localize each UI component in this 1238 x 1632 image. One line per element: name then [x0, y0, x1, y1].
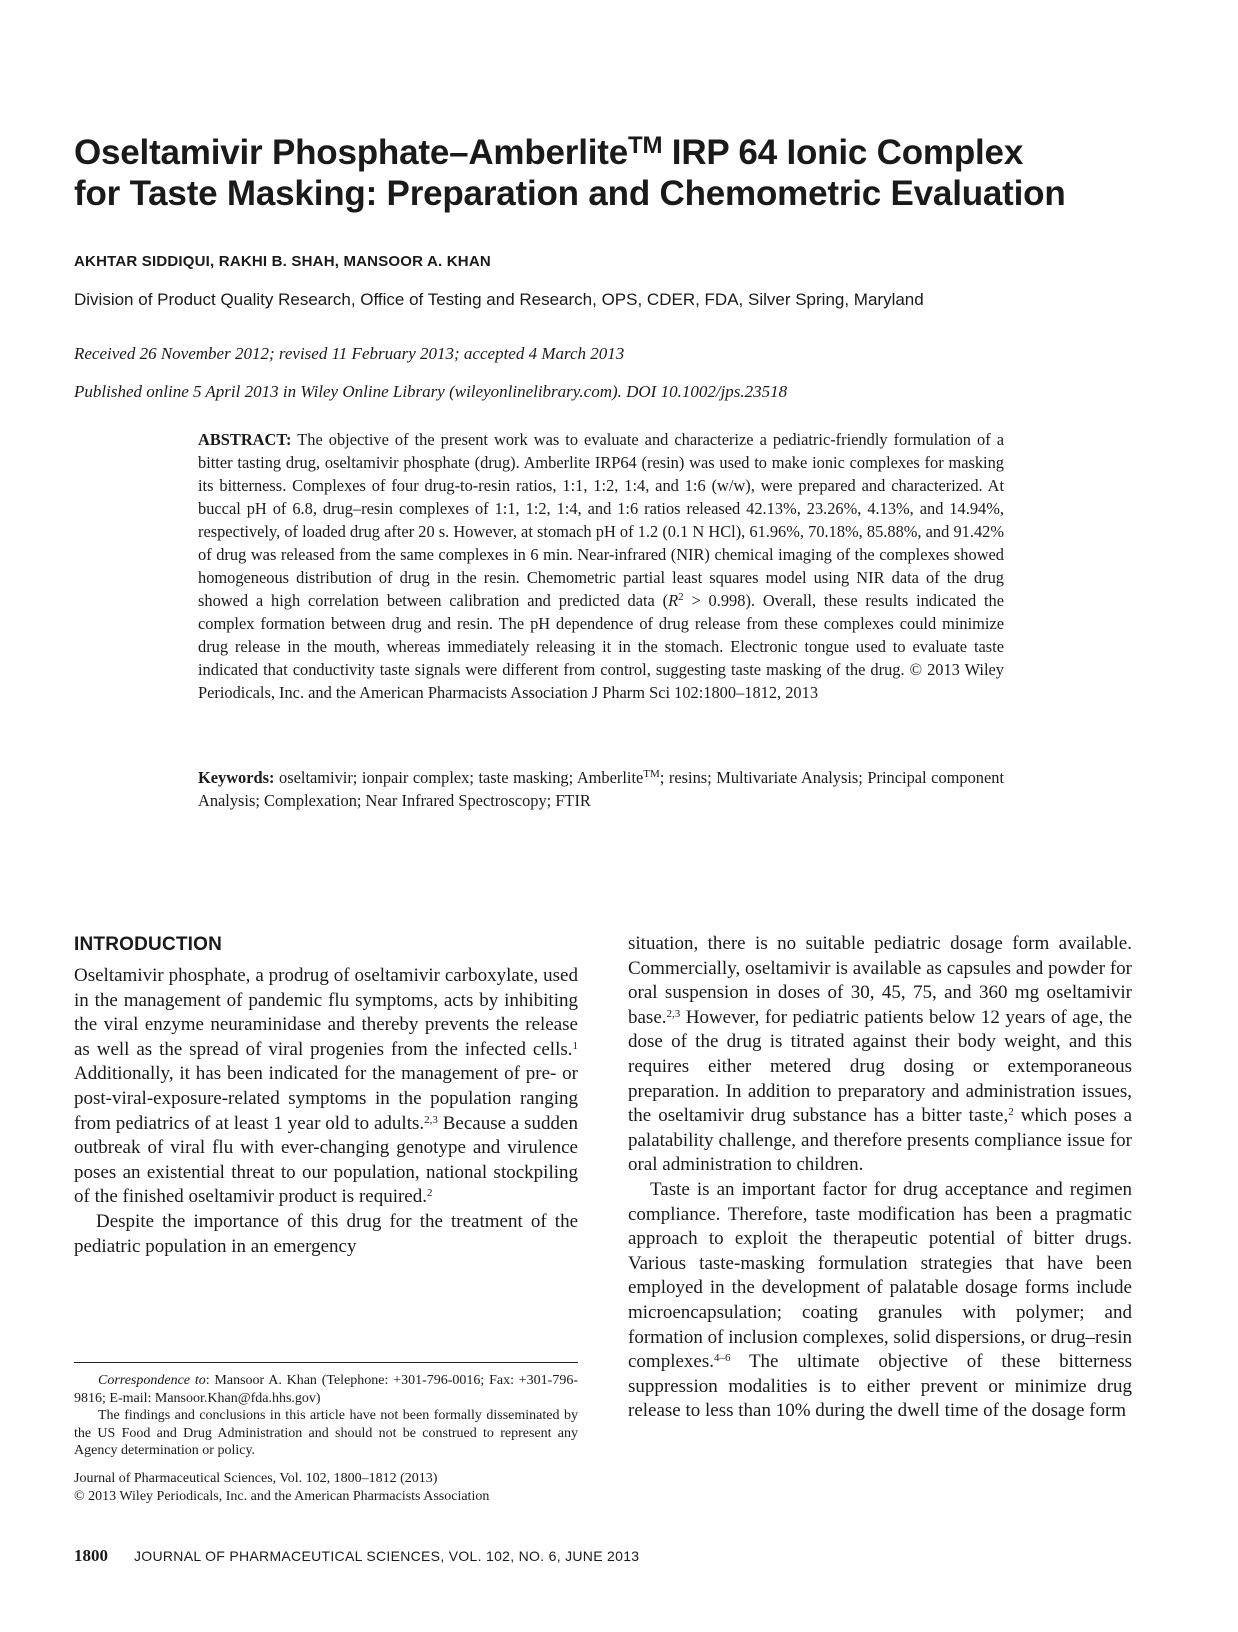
intro-paragraph-1	[74, 964, 578, 1210]
keywords-label: Keywords:	[198, 768, 275, 787]
abstract-label: ABSTRACT:	[198, 430, 292, 449]
disclaimer-note: The findings and conclusions in this article have not been formally disseminated by the US Food and Drug Administration and should not be construed to represent any Agency determination or policy.	[74, 1408, 578, 1459]
citation: 1	[572, 1039, 578, 1052]
citation: 2,3	[666, 1007, 681, 1020]
article-title	[74, 132, 1154, 214]
journal-line: Journal of Pharmaceutical Sciences, Vol. 102, 1800–1812 (2013)	[74, 1470, 438, 1486]
citation: 4–6	[714, 1352, 731, 1365]
publication-info: Published online 5 April 2013 in Wiley Online Library (wileyonlinelibrary.com). DOI 10.1002/jps.23518	[74, 382, 788, 401]
page-number: 1800	[74, 1546, 108, 1565]
footnote-rule	[74, 1362, 578, 1363]
intro-paragraph-2: Despite the importance of this drug for the treatment of the pediatric population in an emergency	[74, 1210, 578, 1257]
intro-r1-text-c: which poses a palatability challenge, and therefore presents compliance issue for oral administration to children.	[628, 1105, 1132, 1176]
journal-citation	[74, 1470, 578, 1505]
intro-paragraph-4	[628, 1178, 1132, 1424]
intro-p1-text-c: Because a sudden outbreak of viral flu with ever-changing genotype and virulence poses an existential threat to our population, national stockpiling of the finished oseltamivir product is required.	[74, 1112, 578, 1208]
r-exponent: 2	[678, 591, 684, 603]
title-tm-mark: TM	[628, 132, 663, 159]
footnotes	[74, 1372, 578, 1505]
affiliation: Division of Product Quality Research, Office of Testing and Research, OPS, CDER, FDA, Silver Spring, Maryland	[74, 290, 924, 309]
intro-r1-text-a: situation, there is no suitable pediatric dosage form available. Commercially, oseltamivir is available as capsules and powder for oral suspension in doses of 30, 45, 75, and 360 mg oseltamivir base.	[628, 933, 1132, 1028]
journal-running-footer: JOURNAL OF PHARMACEUTICAL SCIENCES, VOL. 102, NO. 6, JUNE 2013	[134, 1548, 640, 1564]
intro-r2-text-a: Taste is an important factor for drug acceptance and regimen compliance. Therefore, taste modification has been a pragmatic approach to exploit the therapeutic potential of bitter drugs. Various taste-masking formulation strategies that have been employed in the development of palatable dosage forms include microencapsulation; coating granules with polymer; and formation of inclusion complexes, solid dispersions, or drug–resin complexes.	[628, 1178, 1132, 1373]
introduction-heading: INTRODUCTION	[74, 934, 223, 955]
copyright-line: © 2013 Wiley Periodicals, Inc. and the American Pharmacists Association	[74, 1488, 490, 1504]
correspondence-label: Correspondence to	[98, 1373, 206, 1388]
abstract-text-1: The objective of the present work was to evaluate and characterize a pediatric-friendly formulation of a bitter tasting drug, oseltamivir phosphate (drug). Amberlite IRP64 (resin) was used to make ionic complexes for masking its bitterness. Complexes of four drug-to-resin ratios, 1:1, 1:2, 1:4, and 1:6 (w/w), were prepared and characterized. At buccal pH of 6.8, drug–resin complexes of 1:1, 1:2, 1:4, and 1:6 ratios released 42.13%, 23.26%, 4.13%, and 14.94%, respectively, of loaded drug after 20 s. However, at stomach pH of 1.2 (0.1 N HCl), 61.96%, 70.18%, 85.88%, and 91.42% of drug was released from the same complexes in 6 min. Near-infrared (NIR) chemical imaging of the complexes showed homogeneous distribution of drug in the resin. Chemometric partial least squares model using NIR data of the drug showed a high correlation between calibration and predicted data (	[198, 430, 1004, 610]
citation: 2	[427, 1187, 433, 1200]
keywords-text-1: oseltamivir; ionpair complex; taste masking; Amberlite	[274, 768, 644, 787]
keywords	[198, 766, 1004, 812]
intro-r2-text-b: The ultimate objective of these bitterness suppression modalities is to either prevent or minimize drug release to less than 10% during the dwell time of the dosage form	[628, 1351, 1132, 1422]
left-column	[74, 934, 578, 1259]
intro-paragraph-3	[628, 932, 1132, 1178]
page-footer	[74, 1546, 639, 1566]
right-column	[628, 932, 1132, 1424]
author-list: AKHTAR SIDDIQUI, RAKHI B. SHAH, MANSOOR A. KHAN	[74, 253, 491, 270]
title-part1: Oseltamivir Phosphate–Amberlite	[74, 133, 628, 172]
abstract-text-2: > 0.998). Overall, these results indicated the complex formation between drug and resin. The pH dependence of drug release from these complexes could minimize drug release in the mouth, whereas immediately releasing it in the stomach. Electronic tongue used to evaluate taste indicated that conductivity taste signals were different from control, suggesting taste masking of the drug. © 2013 Wiley Periodicals, Inc. and the American Pharmacists Association J Pharm Sci 102:1800–1812, 2013	[198, 591, 1004, 702]
title-line2: for Taste Masking: Preparation and Chemometric Evaluation	[74, 174, 1066, 213]
correspondence-text: : Mansoor A. Khan (Telephone: +301-796-0016; Fax: +301-796-9816; E-mail: Mansoor.Khan@fda.hhs.gov)	[74, 1373, 578, 1406]
citation: 2	[1008, 1106, 1014, 1119]
intro-r1-text-b: However, for pediatric patients below 12 years of age, the dose of the drug is titrated against their body weight, and this requires either metered drug dosing or extemporaneous preparation. In addition to preparatory and administration issues, the oseltamivir drug substance has a bitter taste,	[628, 1006, 1132, 1127]
citation: 2,3	[424, 1113, 438, 1126]
correspondence-note	[74, 1372, 578, 1407]
intro-p1-text-b: Additionally, it has been indicated for the management of pre- or post-viral-exposure-related symptoms in the population ranging from pediatrics of at least 1 year old to adults.	[74, 1063, 578, 1134]
intro-p1-text-a: Oseltamivir phosphate, a prodrug of oseltamivir carboxylate, used in the management of pandemic flu symptoms, acts by inhibiting the viral enzyme neuraminidase and thereby prevents the release as well as the spread of viral progenies from the infected cells.	[74, 965, 578, 1060]
abstract	[198, 428, 1004, 704]
keywords-tm-mark: TM	[643, 768, 660, 780]
title-part2: IRP 64 Ionic Complex	[662, 133, 1024, 172]
r-symbol: R	[668, 591, 679, 610]
received-dates: Received 26 November 2012; revised 11 February 2013; accepted 4 March 2013	[74, 344, 625, 363]
keywords-text-2: ; resins; Multivariate Analysis; Principal component Analysis; Complexation; Near Infrared Spectroscopy; FTIR	[198, 768, 1004, 810]
